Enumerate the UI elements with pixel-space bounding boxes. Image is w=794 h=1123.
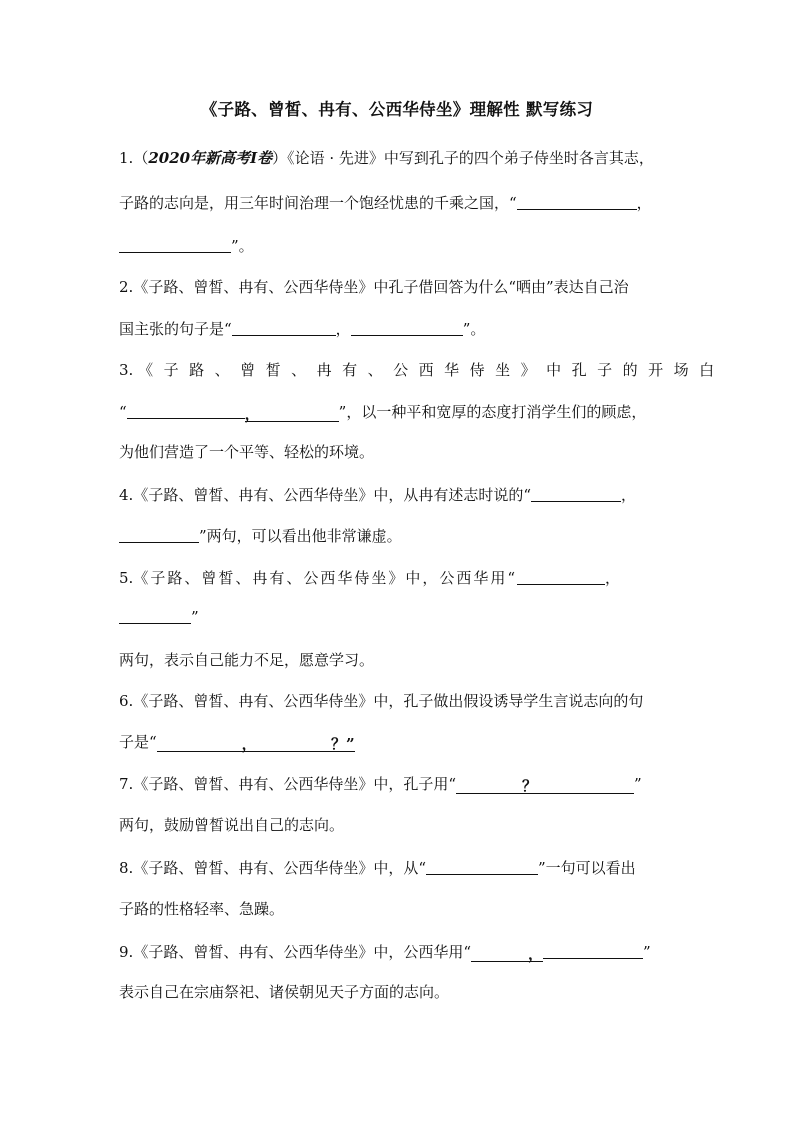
question-9-line-2 bbox=[119, 982, 449, 1002]
question-text: 子路的性格轻率、急躁。 bbox=[119, 900, 285, 918]
question-text: 《子路、曾皙、冉有、公西华侍坐》中，从冉有述志时说的“ bbox=[133, 486, 531, 504]
question-2-line-2 bbox=[119, 318, 485, 339]
answer-blank[interactable] bbox=[257, 734, 355, 752]
answer-blank[interactable] bbox=[127, 403, 245, 419]
answer-blank[interactable] bbox=[245, 404, 339, 422]
answer-blank[interactable] bbox=[232, 320, 336, 336]
question-5-line-3 bbox=[119, 650, 374, 670]
question-6-line-2 bbox=[119, 732, 355, 752]
question-9-line-1 bbox=[119, 941, 651, 962]
answer-blank[interactable] bbox=[119, 527, 199, 543]
answer-blank[interactable] bbox=[543, 943, 643, 959]
question-text: 《子路、曾皙、冉有、公西华侍坐》中孔子的开场白 bbox=[138, 361, 725, 379]
question-text: 为他们营造了一个平等、轻松的环境。 bbox=[119, 443, 375, 461]
question-number: 2. bbox=[119, 278, 134, 296]
question-5-line-2 bbox=[119, 606, 199, 627]
question-5-line-1 bbox=[119, 567, 620, 588]
question-number: 8. bbox=[119, 859, 134, 877]
comma: ， bbox=[527, 945, 543, 963]
answer-blank[interactable] bbox=[426, 859, 538, 875]
question-3-line-3 bbox=[119, 442, 374, 462]
closing-quote: ” bbox=[191, 608, 199, 626]
question-text: ”一句可以看出 bbox=[537, 859, 636, 877]
question-text: 两句，表示自己能力不足，愿意学习。 bbox=[119, 651, 375, 669]
closing-quote: ” bbox=[642, 943, 651, 961]
question-text: 《子路、曾皙、冉有、公西华侍坐》中孔子借回答为什么“哂由”表达自己治 bbox=[133, 278, 629, 296]
question-number: 1. bbox=[119, 149, 134, 167]
answer-blank[interactable] bbox=[471, 944, 543, 962]
question-text: 《子路、曾皙、冉有、公西华侍坐》中，孔子做出假设诱导学生言说志向的句 bbox=[133, 692, 644, 710]
question-3-line-1 bbox=[119, 360, 725, 380]
answer-blank[interactable] bbox=[119, 608, 191, 624]
question-text: 子是“ bbox=[119, 733, 157, 751]
answer-blank[interactable] bbox=[456, 776, 634, 794]
question-1-line-3 bbox=[119, 235, 254, 256]
question-text: 表示自己在宗庙祭祀、诸侯朝见天子方面的志向。 bbox=[119, 983, 450, 1001]
question-8-line-2 bbox=[119, 899, 284, 919]
question-1-line-1 bbox=[119, 148, 654, 168]
question-mark: ？ bbox=[521, 777, 537, 795]
comma: ， bbox=[241, 735, 257, 753]
answer-blank[interactable] bbox=[157, 734, 257, 752]
question-text: 《论语 · 先进》中写到孔子的四个弟子侍坐时各言其志， bbox=[287, 149, 654, 167]
exam-source: 2020年新高考Ⅰ卷 bbox=[148, 149, 273, 167]
question-7-line-1 bbox=[119, 774, 642, 794]
source-close: ） bbox=[272, 149, 288, 167]
question-number: 5. bbox=[119, 569, 134, 587]
question-text: ”两句，可以看出他非常谦虚。 bbox=[199, 527, 402, 545]
answer-blank[interactable] bbox=[531, 486, 621, 502]
comma: ， bbox=[620, 486, 636, 504]
question-7-line-2 bbox=[119, 815, 344, 835]
question-number: 3. bbox=[119, 361, 134, 379]
question-text: 国主张的句子是“ bbox=[119, 320, 232, 338]
source-open: （ bbox=[133, 149, 149, 167]
question-4-line-2 bbox=[119, 525, 402, 546]
question-3-line-2 bbox=[119, 401, 646, 422]
question-8-line-1 bbox=[119, 857, 636, 878]
question-text: 《子路、曾皙、冉有、公西华侍坐》中，孔子用“ bbox=[133, 775, 456, 793]
question-number: 6. bbox=[119, 692, 134, 710]
closing-quote: ” bbox=[633, 775, 642, 793]
closing-quote: ？” bbox=[331, 735, 355, 753]
answer-blank[interactable] bbox=[517, 194, 637, 210]
question-text: 《子路、曾皙、冉有、公西华侍坐》中，公西华用“ bbox=[133, 943, 471, 961]
answer-blank[interactable] bbox=[517, 569, 605, 585]
question-6-line-1 bbox=[119, 691, 643, 711]
question-text: 两句，鼓励曾皙说出自己的志向。 bbox=[119, 816, 345, 834]
comma: ， bbox=[604, 569, 620, 587]
page-title: 《子路、曾皙、冉有、公西华侍坐》理解性 默写练习 bbox=[200, 100, 594, 119]
question-text: ”，以一种平和宽厚的态度打消学生们的顾虑， bbox=[338, 403, 647, 421]
comma: ， bbox=[636, 194, 652, 212]
question-number: 9. bbox=[119, 943, 134, 961]
question-1-line-2 bbox=[119, 192, 652, 213]
comma: ， bbox=[335, 320, 351, 338]
question-text: 《子路、曾皙、冉有、公西华侍坐》中，从“ bbox=[133, 859, 426, 877]
question-text: 子路的志向是，用三年时间治理一个饱经忧患的千乘之国，“ bbox=[119, 194, 517, 212]
comma: ， bbox=[244, 405, 260, 423]
question-4-line-1 bbox=[119, 484, 636, 505]
question-2-line-1 bbox=[119, 277, 629, 297]
open-quote: “ bbox=[119, 403, 127, 421]
closing-quote: ”。 bbox=[231, 237, 254, 255]
question-number: 7. bbox=[119, 775, 134, 793]
answer-blank[interactable] bbox=[119, 237, 231, 253]
closing-quote: ”。 bbox=[462, 320, 486, 338]
question-text: 《子路、曾皙、冉有、公西华侍坐》中，公西华用“ bbox=[133, 569, 517, 587]
answer-blank[interactable] bbox=[351, 320, 463, 336]
question-number: 4. bbox=[119, 486, 134, 504]
